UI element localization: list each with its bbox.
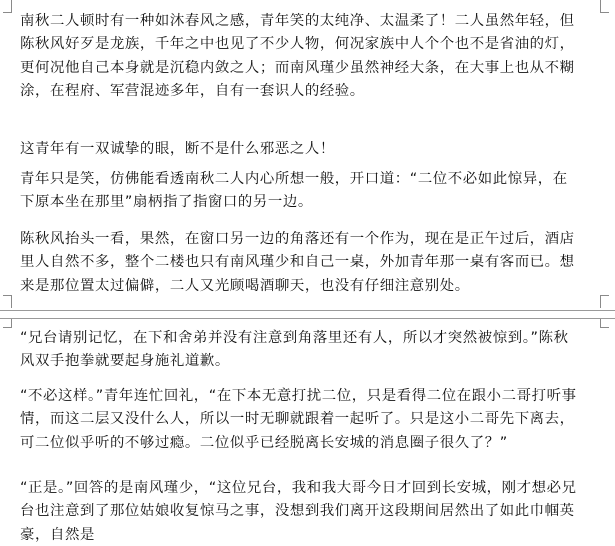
paragraph: “不必这样。”青年连忙回礼，“在下本无意打扰二位，只是看得二位在跟小二哥打听事情，而这二层又没什么人，所以一时无聊就跟着一起听了。只是这小二哥先下离去，可二位似乎听的不够过瘾。二位似乎已经脱离长安城的消息圈子很久了？” — [20, 388, 577, 451]
page-break — [0, 310, 615, 319]
page-corner-mark — [600, 0, 609, 13]
page-corner-mark — [3, 295, 12, 308]
document-page-bottom — [0, 319, 615, 546]
paragraph: 陈秋风抬头一看，果然，在窗口另一边的角落还有一个作为，现在是正午过后，酒店里人自然不多，整个二楼也只有南风瑾少和自己一桌，外加青年那一桌有客而已。想来是那位置太过偏僻，二人又光顾喝酒聊天，也没有仔细注意别处。 — [20, 231, 575, 294]
paragraph: 青年只是笑，仿佛能看透南秋二人内心所想一般，开口道：“二位不必如此惊异，在下原本坐在那里”扇柄指了指窗口的另一边。 — [20, 171, 568, 211]
page-corner-mark — [3, 0, 12, 13]
paragraph: 这青年有一双诚挚的眼，断不是什么邪恶之人！ — [20, 141, 335, 157]
page-corner-mark — [600, 295, 609, 308]
paragraph: 南秋二人顿时有一种如沐春风之感，青年笑的太纯净、太温柔了！二人虽然年轻，但陈秋风好歹是龙族，千年之中也见了不少人物，何况家族中人个个也不是省油的灯，更何况他自己本身就是沉稳内敛之人；而南风瑾少虽然神经大条，在大事上也从不糊涂，在程府、军营混迹多年，自有一套识人的经验。 — [20, 13, 575, 100]
page-corner-mark — [600, 319, 609, 328]
paragraph: “兄台请别记忆，在下和舍弟并没有注意到角落里还有人，所以才突然被惊到。”陈秋风双手抱拳就要起身施礼道歉。 — [20, 330, 569, 370]
paragraph: “正是。”回答的是南风瑾少，“这位兄台，我和我大哥今日才回到长安城，刚才想必兄台也注意到了那位姑娘收复惊马之事，没想到我们离开这段期间居然出了如此巾帼英豪，自然是 — [20, 480, 577, 543]
page-corner-mark — [3, 319, 12, 328]
